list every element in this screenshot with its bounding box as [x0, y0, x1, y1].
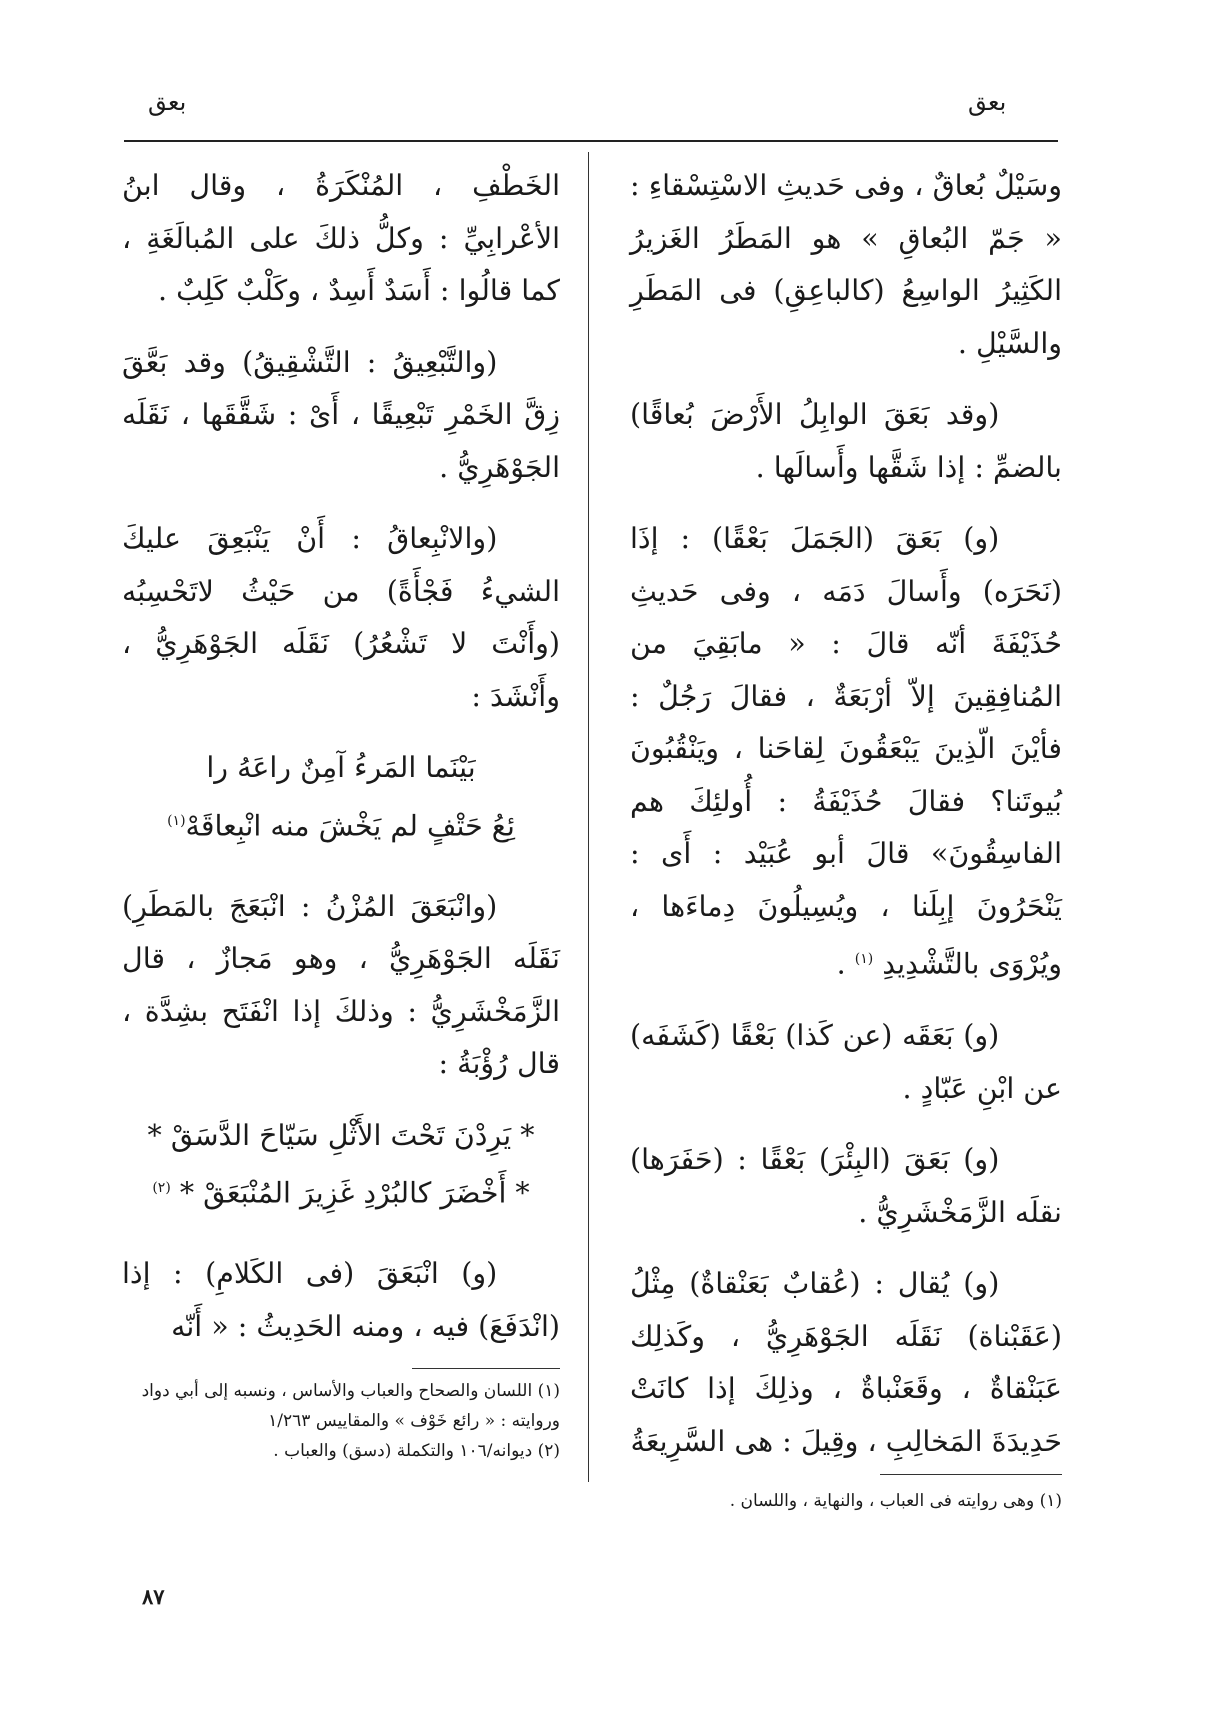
entry-paragraph: وسَيْلٌ بُعاقٌ ، وفى حَديثِ الاسْتِسْقاءِ : « جَمّ البُعاقِ » هو المَطَرُ الغَزيرُ الكَثِيرُ الواسِعُ (كالباعِقِ) فى المَطَرِ والسَّيْلِ . [630, 169, 1062, 360]
verse-block [122, 742, 560, 853]
verse-text: ئِعُ حَتْفٍ لم يَخْشَ منه انْبِعاقَهْ [185, 809, 515, 842]
entry-paragraph: (و) بَعَقَ (الجَمَلَ بَعْقًا) : إذَا (نَحَرَه) وأَسالَ دَمَه ، وفى حَديثِ حُذَيْفَةَ أنّه قالَ : « مابَقِيَ من المُنافِقِينَ إلاّ أرْبَعَةٌ ، فقالَ رَجُلٌ : فأيْنَ الّذِينَ يَبْعَقُونَ لِقاحَنا ، ويَنْقُبُونَ بُيوتَنا؟ فقالَ حُذَيْفَةُ : أُولئِكَ هم الفاسِقُونَ» قالَ أبو عُبَيْد : أَى : يَنْحَرُونَ إبِلَنا ، ويُسِيلُونَ دِماءَها ، ويُرْوَى بالتَّشْدِيدِ $^{(١)}$ . [630, 522, 1062, 981]
entry-paragraph: (والتَّبْعِيقُ : التَّشْقِيقُ) وقد بَعَّقَ زِقَّ الخَمْرِ تَبْعِيقًا ، أَىْ : شَقَّقَها ، نَقَلَه الجَوْهَرِيُّ . [122, 345, 560, 484]
verse-text: * أَخْضَرَ كالبُرْدِ غَزِيرَ المُنْبَعَقْ * [179, 1176, 530, 1210]
page-number: ٨٧ [142, 1584, 165, 1609]
footnote-ref: (١) [167, 812, 186, 829]
entry-paragraph: (و) بَعَقَه (عن كَذا) بَعْقًا (كَشَفَه) عن ابْنِ عَبّادٍ . [630, 1019, 1062, 1105]
running-header-left: بعق [148, 88, 187, 116]
verse-line [122, 795, 560, 853]
entry-paragraph: (و) يُقال : (عُقابٌ بَعَنْقاةٌ) مِثْلُ (عَقَبْناة) نَقَلَه الجَوْهَرِيُّ ، وكَذلِك عَبَنْقاةٌ ، وقَعَنْباةٌ ، وذلِكَ إذا كانَتْ حَدِيدَةَ المَخالِبِ ، وقِيلَ : هى السَّرِيعَةُ [630, 1267, 1062, 1458]
footnote-rule [412, 1368, 560, 1369]
entry-paragraph: (و) بَعَقَ (البِئْرَ) بَعْقًا : (حَفَرَها) نقلَه الزَّمَخْشَرِيُّ . [630, 1143, 1062, 1229]
footnote: (١) اللسان والصحاح والعباب والأساس ، ونسبه إلى أبي دواد وروايته : « رائع خَوْف » والمقاييس ١/٢٦٣ [141, 1381, 560, 1431]
footnotes-left [122, 1376, 560, 1466]
header-rule [124, 140, 1058, 142]
entry-paragraph-text: (و) بَعَقَ (الجَمَلَ بَعْقًا) : إذَا (نَحَرَه) وأَسالَ دَمَه ، وفى حَديثِ حُذَيْفَةَ أنّه قالَ : « مابَقِيَ من المُنافِقِينَ إلاّ أرْبَعَةٌ ، فقالَ رَجُلٌ : فأيْنَ الّذِينَ يَبْعَقُونَ لِقاحَنا ، ويَنْقُبُونَ بُيوتَنا؟ فقالَ حُذَيْفَةُ : أُولئِكَ هم الفاسِقُونَ» قالَ أبو عُبَيْد : أَى : يَنْحَرُونَ إبِلَنا ، ويُسِيلُونَ دِماءَها ، ويُرْوَى بالتَّشْدِيدِ [630, 522, 1062, 981]
entry-paragraph: (وانْبَعَقَ المُزْنُ : انْبَعَجَ بالمَطَرِ) نَقَلَه الجَوْهَرِيُّ ، وهو مَجازٌ ، قال الزَّمَخْشَرِيُّ : وذلكَ إذا انْفَتَح بشِدَّة ، قال رُؤْبَةُ : [122, 889, 560, 1080]
left-column [122, 160, 560, 1372]
column-divider [588, 152, 589, 1482]
entry-paragraph: (و) انْبَعَقَ (فى الكَلامِ) : إذا (انْدَفَعَ) فيه ، ومنه الحَدِيثُ : « أَنّه [122, 1257, 560, 1343]
footnote-rule [880, 1474, 1062, 1475]
footnote: (١) وهى روايته فى العباب ، والنهاية ، واللسان . [729, 1491, 1062, 1511]
footnote-ref: (٢) [152, 1180, 171, 1196]
entry-paragraph: الخَطْفِ ، المُنْكَرَةُ ، وقال ابنُ الأعْرابِيِّ : وكلُّ ذلكَ على المُبالَغَةِ ، كما قالُوا : أَسَدٌ أَسِدٌ ، وكَلْبٌ كَلِبٌ . [122, 169, 560, 307]
entry-paragraph: (وقد بَعَقَ الوابِلُ الأَرْضَ بُعاقًا) بالضمِّ : إذا شَقَّها وأَسالَها . [630, 398, 1062, 484]
running-header-right: بعق [968, 88, 1007, 116]
footnotes-right [630, 1486, 1062, 1516]
entry-paragraph: (والانْبِعاقُ : أَنْ يَنْبَعِقَ عليكَ الشيءُ فَجْأَةً) من حَيْثُ لاتَحْسِبُه (وأَنْتَ لا تَشْعُرُ) نَقَلَه الجَوْهَرِيُّ ، وأَنْشَدَ : [122, 522, 560, 713]
right-column [630, 160, 1062, 1487]
footnote-ref: (١) [854, 951, 874, 967]
verse-line [122, 1162, 560, 1220]
verse-line: * يَرِدْنَ تَحْتَ الأَثْلِ سَيّاحَ الدَّسَقْ * [147, 1118, 535, 1152]
verse-block [122, 1110, 560, 1221]
footnote: (٢) ديوانه/١٠٦ والتكملة (دسق) والعباب . [273, 1441, 560, 1461]
verse-line: بَيْنَما المَرءُ آمِنٌ راعَهُ را [206, 751, 476, 784]
